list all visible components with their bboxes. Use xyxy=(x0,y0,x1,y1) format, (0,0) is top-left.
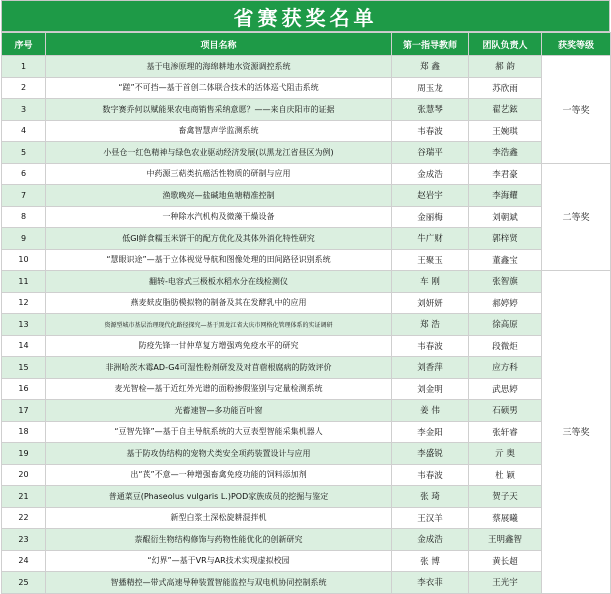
table-row xyxy=(2,120,611,142)
row-seq: 10 xyxy=(2,249,46,271)
header-leader: 团队负责人 xyxy=(469,33,542,56)
row-seq: 7 xyxy=(2,185,46,207)
row-leader: 段微炬 xyxy=(469,335,542,357)
row-seq: 23 xyxy=(2,529,46,551)
row-project: 中药源三萜类抗癌活性物质的研制与应用 xyxy=(46,163,392,185)
table-row xyxy=(2,529,611,551)
row-leader: 翟艺鉉 xyxy=(469,99,542,121)
row-seq: 1 xyxy=(2,56,46,78)
row-advisor: 李金阳 xyxy=(392,421,469,443)
row-project: “豆智先锋”—基于自主导航系统的大豆表型智能采集机器人 xyxy=(46,421,392,443)
row-seq: 13 xyxy=(2,314,46,336)
row-project: 普通菜豆(Phaseolus vulgaris L.)POD家族成员的挖掘与鉴定 xyxy=(46,486,392,508)
row-project: 低GI鲜食糯玉米饼干的配方优化及其体外消化特性研究 xyxy=(46,228,392,250)
row-advisor: 金丽梅 xyxy=(392,206,469,228)
row-project: 萘醌衍生物结构修饰与药物性能优化的创新研究 xyxy=(46,529,392,551)
row-leader: 郝 韵 xyxy=(469,56,542,78)
table-row xyxy=(2,249,611,271)
row-seq: 20 xyxy=(2,464,46,486)
table-row xyxy=(2,550,611,572)
table-row xyxy=(2,56,611,78)
row-advisor: 谷瑞平 xyxy=(392,142,469,164)
row-project: 防疫先锋一甘仲草复方增强鸡免疫水平的研究 xyxy=(46,335,392,357)
table-row xyxy=(2,378,611,400)
row-seq: 5 xyxy=(2,142,46,164)
table-body xyxy=(2,56,611,594)
row-leader: 石硕男 xyxy=(469,400,542,422)
row-seq: 6 xyxy=(2,163,46,185)
row-advisor: 韦春波 xyxy=(392,464,469,486)
row-advisor: 韦春波 xyxy=(392,120,469,142)
header-seq: 序号 xyxy=(2,33,46,56)
table-row xyxy=(2,464,611,486)
row-leader: 郭梓贤 xyxy=(469,228,542,250)
row-seq: 24 xyxy=(2,550,46,572)
row-seq: 8 xyxy=(2,206,46,228)
row-advisor: 郑 浩 xyxy=(392,314,469,336)
row-advisor: 李衣菲 xyxy=(392,572,469,594)
row-leader: 张智旗 xyxy=(469,271,542,293)
row-project: 畜禽智慧声学监测系统 xyxy=(46,120,392,142)
table-row xyxy=(2,271,611,293)
table-row xyxy=(2,206,611,228)
row-leader: 刘朝斌 xyxy=(469,206,542,228)
row-seq: 16 xyxy=(2,378,46,400)
row-leader: 王光宇 xyxy=(469,572,542,594)
table-row xyxy=(2,400,611,422)
row-seq: 14 xyxy=(2,335,46,357)
award-level: 二等奖 xyxy=(542,163,611,271)
table-row xyxy=(2,142,611,164)
row-advisor: 赵岩宇 xyxy=(392,185,469,207)
row-seq: 17 xyxy=(2,400,46,422)
table-row xyxy=(2,486,611,508)
row-project: 出“芪”不意—一种增强畜禽免疫功能的饲料添加剂 xyxy=(46,464,392,486)
award-level: 一等奖 xyxy=(542,56,611,164)
row-advisor: 姜 伟 xyxy=(392,400,469,422)
row-leader: 贺子天 xyxy=(469,486,542,508)
row-seq: 25 xyxy=(2,572,46,594)
row-advisor: 张慧琴 xyxy=(392,99,469,121)
row-seq: 12 xyxy=(2,292,46,314)
table-row xyxy=(2,507,611,529)
row-project: 非洲哈茨木霉AD-G4可湿性粉剂研发及对苜蓿根腐病的防效评价 xyxy=(46,357,392,379)
table-row xyxy=(2,572,611,594)
row-seq: 11 xyxy=(2,271,46,293)
row-leader: 王明鑫智 xyxy=(469,529,542,551)
row-advisor: 王聚玉 xyxy=(392,249,469,271)
row-seq: 19 xyxy=(2,443,46,465)
header-advisor: 第一指导教师 xyxy=(392,33,469,56)
row-seq: 4 xyxy=(2,120,46,142)
row-advisor: 郑 鑫 xyxy=(392,56,469,78)
row-project: 资源型城市基层治理现代化路径探究—基于黑龙江省大庆市网格化管理体系的实证调研 xyxy=(46,314,392,336)
row-project: 一种除水汽机构及微藻干燥设备 xyxy=(46,206,392,228)
row-advisor: 金成浩 xyxy=(392,163,469,185)
row-advisor: 张 博 xyxy=(392,550,469,572)
row-project: 小昼仓一红色精神与绿色农业驱动经济发展(以黑龙江省昼区为例) xyxy=(46,142,392,164)
row-leader: 蔡展曦 xyxy=(469,507,542,529)
table-row xyxy=(2,357,611,379)
row-project: 麦光智检—基于近红外光谱的面粉掺假鉴别与定量检测系统 xyxy=(46,378,392,400)
row-leader: 李浩鑫 xyxy=(469,142,542,164)
row-project: 数字赛乔何以赋能果农电商销售采纳意愿？——来自庆阳市的证据 xyxy=(46,99,392,121)
row-seq: 18 xyxy=(2,421,46,443)
award-level: 三等奖 xyxy=(542,271,611,594)
header-row xyxy=(2,33,611,56)
row-leader: 应方科 xyxy=(469,357,542,379)
row-leader: 张轩睿 xyxy=(469,421,542,443)
header-award: 获奖等级 xyxy=(542,33,611,56)
row-advisor: 张 琦 xyxy=(392,486,469,508)
row-leader: 李海耀 xyxy=(469,185,542,207)
row-project: 渔歌晚亮—盐碱地鱼塘精准控制 xyxy=(46,185,392,207)
table-row xyxy=(2,421,611,443)
row-seq: 22 xyxy=(2,507,46,529)
row-project: 光蓄速智—多功能百叶窗 xyxy=(46,400,392,422)
row-project: 翻转-电容式三极板水稻水分在线检测仪 xyxy=(46,271,392,293)
row-advisor: 李盛锐 xyxy=(392,443,469,465)
table-row xyxy=(2,99,611,121)
table-row xyxy=(2,335,611,357)
row-leader: 黄长超 xyxy=(469,550,542,572)
row-leader: 李君豪 xyxy=(469,163,542,185)
table-row xyxy=(2,185,611,207)
row-project: 燕麦麸皮脂肪模拟物的制备及其在发酵乳中的应用 xyxy=(46,292,392,314)
table-row xyxy=(2,77,611,99)
row-leader: 武思婷 xyxy=(469,378,542,400)
row-leader: 王婉琪 xyxy=(469,120,542,142)
row-project: 智播精控—带式高速导种装置智能监控与双电机协同控制系统 xyxy=(46,572,392,594)
row-advisor: 牛广财 xyxy=(392,228,469,250)
row-advisor: 刘妍妍 xyxy=(392,292,469,314)
row-project: “幻界”—基于VR与AR技术实现虚拟校园 xyxy=(46,550,392,572)
sheet-title: 省赛获奖名单 xyxy=(1,0,610,32)
row-project: 新型白浆土深松旋耕混拌机 xyxy=(46,507,392,529)
row-seq: 15 xyxy=(2,357,46,379)
row-leader: 杜 颖 xyxy=(469,464,542,486)
table-row xyxy=(2,228,611,250)
row-advisor: 车 刚 xyxy=(392,271,469,293)
row-project: “蹉”不可挡—基于首创二体联合技术的活体巡弋阻击系统 xyxy=(46,77,392,99)
row-seq: 2 xyxy=(2,77,46,99)
row-advisor: 刘金明 xyxy=(392,378,469,400)
table-row xyxy=(2,163,611,185)
row-advisor: 周玉龙 xyxy=(392,77,469,99)
table-row xyxy=(2,292,611,314)
row-advisor: 王汉羊 xyxy=(392,507,469,529)
row-seq: 21 xyxy=(2,486,46,508)
header-project: 项目名称 xyxy=(46,33,392,56)
award-list-sheet xyxy=(1,0,610,594)
row-advisor: 金成浩 xyxy=(392,529,469,551)
row-leader: 董鑫宝 xyxy=(469,249,542,271)
row-advisor: 韦春波 xyxy=(392,335,469,357)
row-project: 基于防攻伪结构的宠物犬类安全项药装置设计与应用 xyxy=(46,443,392,465)
row-advisor: 刘香萍 xyxy=(392,357,469,379)
row-project: 基于电渗原理的海绵耕地水资源调控系统 xyxy=(46,56,392,78)
row-seq: 9 xyxy=(2,228,46,250)
row-leader: 苏欣雨 xyxy=(469,77,542,99)
row-leader: 郝婷婷 xyxy=(469,292,542,314)
row-project: “慧眼识途”—基于立体视觉导航和图像处理的田间路径识别系统 xyxy=(46,249,392,271)
row-seq: 3 xyxy=(2,99,46,121)
table-row xyxy=(2,314,611,336)
row-leader: 亓 奥 xyxy=(469,443,542,465)
row-leader: 徐高原 xyxy=(469,314,542,336)
award-table xyxy=(1,32,611,594)
table-row xyxy=(2,443,611,465)
